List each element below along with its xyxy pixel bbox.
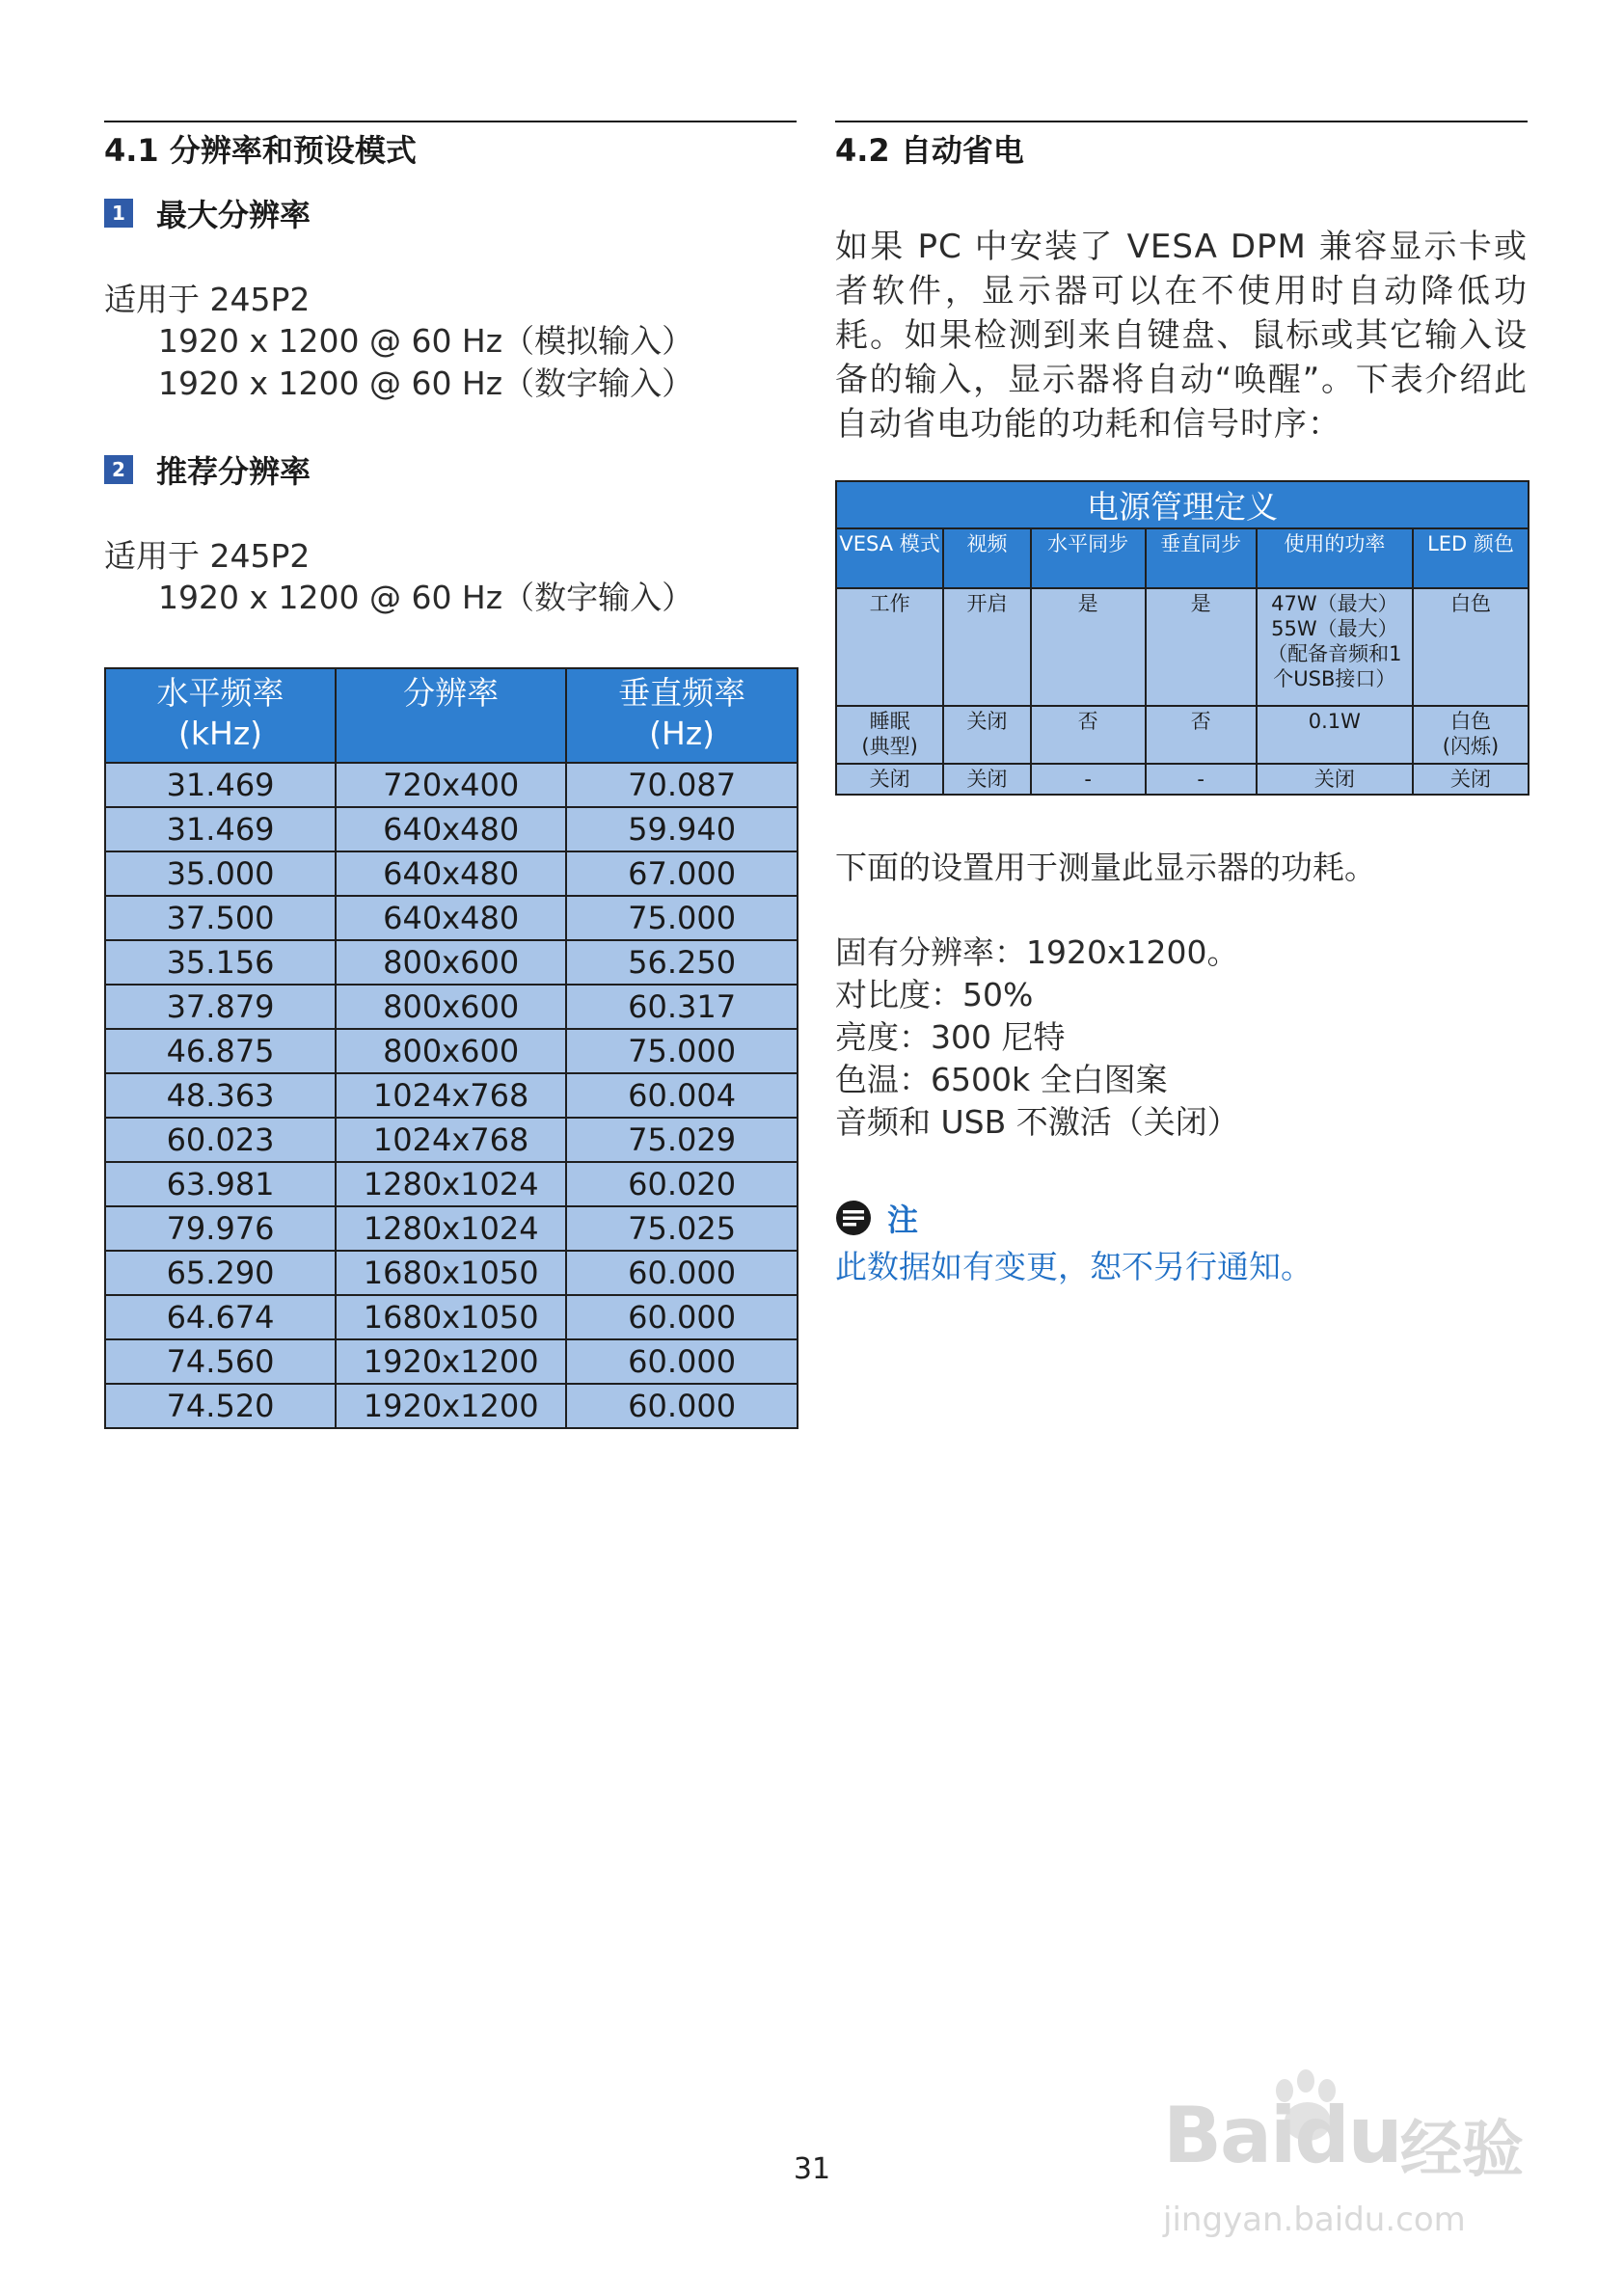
table-row: 31.469 720x400 70.087 <box>105 763 798 807</box>
table-row: 65.290 1680x1050 60.000 <box>105 1251 798 1295</box>
subsection-number: 2 <box>104 455 133 484</box>
section-rule-right <box>835 121 1528 122</box>
resolution-table <box>104 667 798 1429</box>
setting-line: 亮度：300 尼特 <box>835 1018 1066 1056</box>
setting-line: 音频和 USB 不激活（关闭） <box>835 1103 1239 1141</box>
watermark-url: jingyan.baidu.com <box>1163 2201 1466 2239</box>
header-vsync: 垂直同步 <box>1146 528 1257 588</box>
table-row: 35.156 800x600 56.250 <box>105 940 798 985</box>
setting-line: 固有分辨率：1920x1200。 <box>835 933 1239 971</box>
table-row: 睡眠 (典型) 关闭 否 否 0.1W 白色 (闪烁) <box>836 706 1529 764</box>
header-led-color: LED 颜色 <box>1413 528 1529 588</box>
subsection-title: 推荐分辨率 <box>156 453 311 490</box>
measure-intro: 下面的设置用于测量此显示器的功耗。 <box>835 849 1376 886</box>
table-row: 74.520 1920x1200 60.000 <box>105 1384 798 1428</box>
watermark-brand: Baidu <box>1163 2091 1401 2180</box>
table-row: 37.500 640x480 75.000 <box>105 896 798 940</box>
table-row: 64.674 1680x1050 60.000 <box>105 1295 798 1339</box>
setting-line: 对比度：50% <box>835 976 1034 1013</box>
section-title-resolution: 4.1 分辨率和预设模式 <box>104 132 417 169</box>
applies-to-text: 适用于 245P2 <box>104 537 311 575</box>
header-video: 视频 <box>943 528 1030 588</box>
header-vertical-frequency: 垂直频率 (Hz) <box>566 668 798 763</box>
resolution-line: 1920 x 1200 @ 60 Hz（数字输入） <box>158 579 694 616</box>
note-text: 此数据如有变更，恕不另行通知。 <box>835 1248 1313 1285</box>
table-row: 35.000 640x480 67.000 <box>105 851 798 896</box>
resolution-line: 1920 x 1200 @ 60 Hz（数字输入） <box>158 365 694 402</box>
applies-to-text: 适用于 245P2 <box>104 281 311 318</box>
header-hsync: 水平同步 <box>1031 528 1146 588</box>
table-row: 46.875 800x600 75.000 <box>105 1029 798 1073</box>
subsection-max-resolution <box>104 191 311 235</box>
note-icon <box>835 1200 872 1236</box>
setting-line: 色温：6500k 全白图案 <box>835 1061 1168 1098</box>
watermark-label: 经验 <box>1400 2115 1524 2186</box>
note-heading <box>835 1196 918 1240</box>
table-row: 79.976 1280x1024 75.025 <box>105 1206 798 1251</box>
power-saving-intro: 如果 PC 中安装了 VESA DPM 兼容显示卡或者软件，显示器可以在不使用时自动降低功耗。如果检测到来自键盘、鼠标或其它输入设备的输入，显示器将自动“唤醒”。下表介绍此自动省电功能的功耗和信号时序： <box>835 228 1528 444</box>
table-row: 37.879 800x600 60.317 <box>105 985 798 1029</box>
resolution-line: 1920 x 1200 @ 60 Hz（模拟输入） <box>158 322 694 360</box>
subsection-recommended-resolution <box>104 447 311 492</box>
table-row: 工作 开启 是 是 47W（最大） 55W（最大） （配备音频和1个USB接口） 白色 <box>836 588 1529 706</box>
table-row: 关闭 关闭 - - 关闭 关闭 <box>836 764 1529 795</box>
subsection-number: 1 <box>104 199 133 228</box>
table-row: 63.981 1280x1024 60.020 <box>105 1162 798 1206</box>
header-horizontal-frequency: 水平频率 (kHz) <box>105 668 336 763</box>
power-management-table <box>835 480 1529 796</box>
section-title-power-saving: 4.2 自动省电 <box>835 132 1024 169</box>
table-row: 48.363 1024x768 60.004 <box>105 1073 798 1118</box>
header-resolution: 分辨率 <box>336 668 566 763</box>
power-table-title: 电源管理定义 <box>836 481 1529 528</box>
table-row: 74.560 1920x1200 60.000 <box>105 1339 798 1384</box>
table-row: 60.023 1024x768 75.029 <box>105 1118 798 1162</box>
table-row: 31.469 640x480 59.940 <box>105 807 798 851</box>
header-vesa-mode: VESA 模式 <box>836 528 943 588</box>
header-power-used: 使用的功率 <box>1257 528 1413 588</box>
page-number: 31 <box>793 2152 831 2186</box>
note-label: 注 <box>887 1202 919 1238</box>
section-rule-left <box>104 121 797 122</box>
subsection-title: 最大分辨率 <box>156 197 311 233</box>
